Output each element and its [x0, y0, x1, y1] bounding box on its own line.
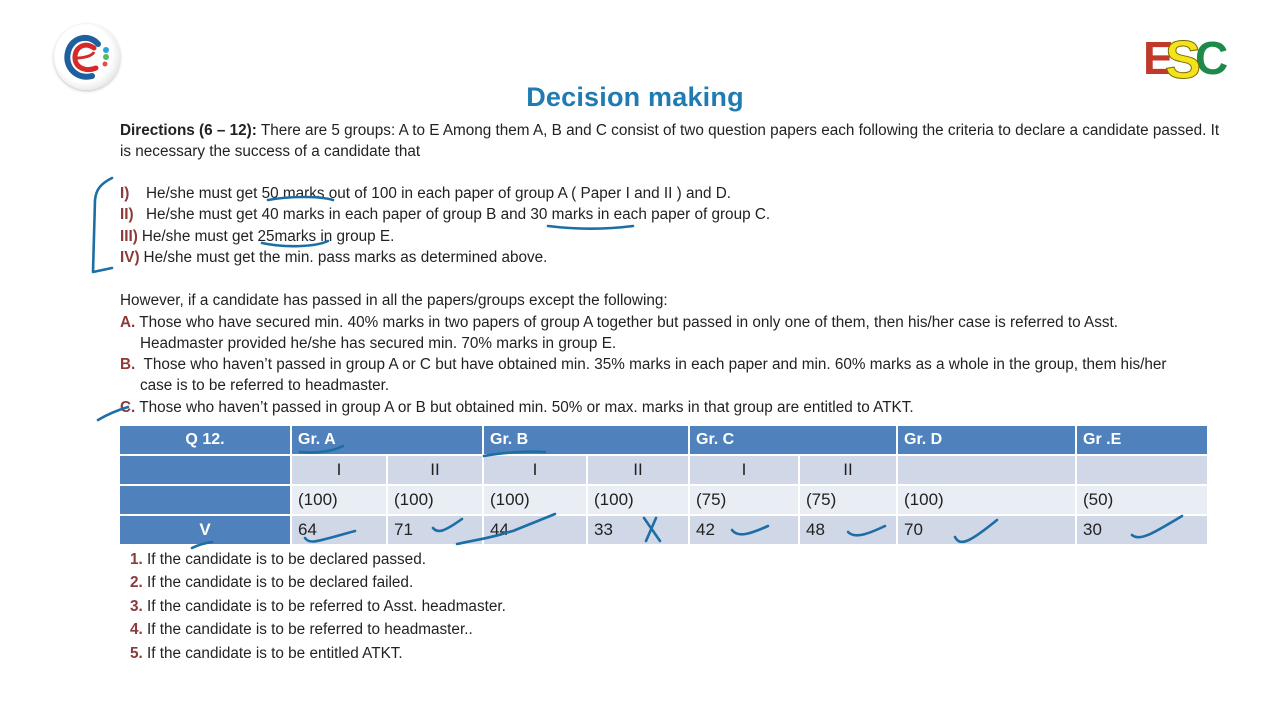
group-header: Gr. B	[484, 426, 688, 454]
paper-cell: I	[292, 456, 386, 484]
table-row	[120, 516, 1207, 544]
question-label: Q 12.	[120, 426, 290, 454]
condition-label: III)	[120, 228, 138, 245]
paper-cell: II	[588, 456, 688, 484]
svg-text:S: S	[1165, 30, 1202, 80]
answer-text: If the candidate is to be referred to Asst. headmaster.	[147, 597, 506, 615]
condition-4	[120, 247, 547, 268]
condition-text: He/she must get 25marks in group E.	[141, 228, 395, 245]
answer-number: 3.	[130, 597, 143, 615]
esc-logo	[1143, 30, 1233, 80]
condition-2	[120, 204, 770, 225]
exception-label: C.	[120, 399, 136, 416]
condition-label: IV)	[120, 249, 140, 266]
answer-number: 2.	[130, 574, 143, 592]
answer-number: 1.	[130, 551, 143, 568]
table-row	[120, 456, 1207, 484]
exception-text: Those who haven’t passed in group A or B but obtained min. 50% or max. marks in that group are entitled to ATKT.	[139, 399, 914, 416]
paper-cell	[1077, 456, 1207, 484]
page-title: Decision making	[526, 82, 744, 112]
e-logo-icon	[54, 24, 120, 90]
paper-cell: II	[388, 456, 482, 484]
exception-a-cont: Headmaster provided he/she has secured min. 70% marks in group E.	[140, 335, 617, 352]
max-marks-cell: (50)	[1077, 486, 1207, 514]
score-cell: 44	[484, 516, 586, 544]
candidate-label: V	[120, 516, 290, 544]
directions-paragraph	[120, 120, 1220, 162]
exception-text: Those who haven’t passed in group A or C but have obtained min. 35% marks in each paper and min. 60% marks as a whole in the group, them his/her	[143, 356, 1167, 373]
max-marks-cell: (100)	[388, 486, 482, 514]
answer-option	[130, 642, 506, 665]
condition-text: He/she must get 40 marks in each paper of group B and 30 marks in each paper of group C.	[146, 206, 771, 223]
score-cell: 71	[388, 516, 482, 544]
group-header: Gr .E	[1077, 426, 1207, 454]
answer-number: 4.	[130, 621, 143, 639]
paper-cell: II	[800, 456, 896, 484]
exception-label: B.	[120, 356, 136, 373]
answer-number: 5.	[130, 644, 143, 662]
answer-options	[130, 548, 506, 665]
exceptions-intro: However, if a candidate has passed in all the papers/groups except the following:	[120, 292, 668, 309]
esc-logo-icon	[1143, 30, 1233, 80]
table-header-row	[120, 426, 1207, 454]
svg-text:E: E	[1143, 32, 1174, 80]
max-marks-cell: (75)	[690, 486, 798, 514]
exception-c	[120, 397, 914, 418]
answer-text: If the candidate is to be declared passed.	[147, 551, 426, 568]
score-cell: 30	[1077, 516, 1207, 544]
exception-b-cont: case is to be referred to headmaster.	[140, 377, 390, 394]
row-head	[120, 456, 290, 484]
paper-cell: I	[484, 456, 586, 484]
exception-text: Those who have secured min. 40% marks in two papers of group A together but passed in only one of them, then his/her case is referred to Asst.	[139, 314, 1118, 331]
score-cell: 42	[690, 516, 798, 544]
paper-cell: I	[690, 456, 798, 484]
condition-text: He/she must get 50 marks out of 100 in each paper of group A ( Paper I and II ) and D.	[146, 185, 732, 202]
answer-text: If the candidate is to be referred to headmaster..	[147, 621, 473, 639]
max-marks-cell: (100)	[484, 486, 586, 514]
exception-a	[120, 312, 1118, 333]
condition-3	[120, 226, 394, 247]
row-head	[120, 486, 290, 514]
svg-text:C: C	[1195, 32, 1229, 80]
answer-text: If the candidate is to be declared failed.	[147, 574, 414, 592]
answer-text: If the candidate is to be entitled ATKT.	[147, 644, 403, 662]
condition-1	[120, 183, 731, 204]
score-cell: 70	[898, 516, 1075, 544]
answer-option	[130, 571, 506, 594]
condition-text: He/she must get the min. pass marks as determined above.	[143, 249, 548, 266]
group-header: Gr. A	[292, 426, 482, 454]
score-cell: 48	[800, 516, 896, 544]
left-logo	[54, 24, 120, 90]
answer-option	[130, 595, 506, 618]
condition-label: II)	[120, 206, 134, 223]
group-header: Gr. C	[690, 426, 896, 454]
directions-label: Directions (6 – 12):	[120, 122, 257, 139]
marks-table	[118, 424, 1209, 546]
score-cell: 64	[292, 516, 386, 544]
group-header: Gr. D	[898, 426, 1075, 454]
table-row	[120, 486, 1207, 514]
max-marks-cell: (75)	[800, 486, 896, 514]
max-marks-cell: (100)	[898, 486, 1075, 514]
paper-cell	[898, 456, 1075, 484]
answer-option	[130, 548, 506, 571]
answer-option	[130, 618, 506, 641]
underline-ink	[548, 226, 633, 229]
directions-text: There are 5 groups: A to E Among them A, B and C consist of two question papers each following the criteria to declare a candidate passed. It is necessary the success of a candidate that	[120, 122, 1220, 160]
score-cell: 33	[588, 516, 688, 544]
max-marks-cell: (100)	[588, 486, 688, 514]
exception-b	[120, 354, 1166, 375]
condition-label: I)	[120, 185, 130, 202]
bracket-ink	[93, 178, 112, 272]
max-marks-cell: (100)	[292, 486, 386, 514]
exception-label: A.	[120, 314, 136, 331]
